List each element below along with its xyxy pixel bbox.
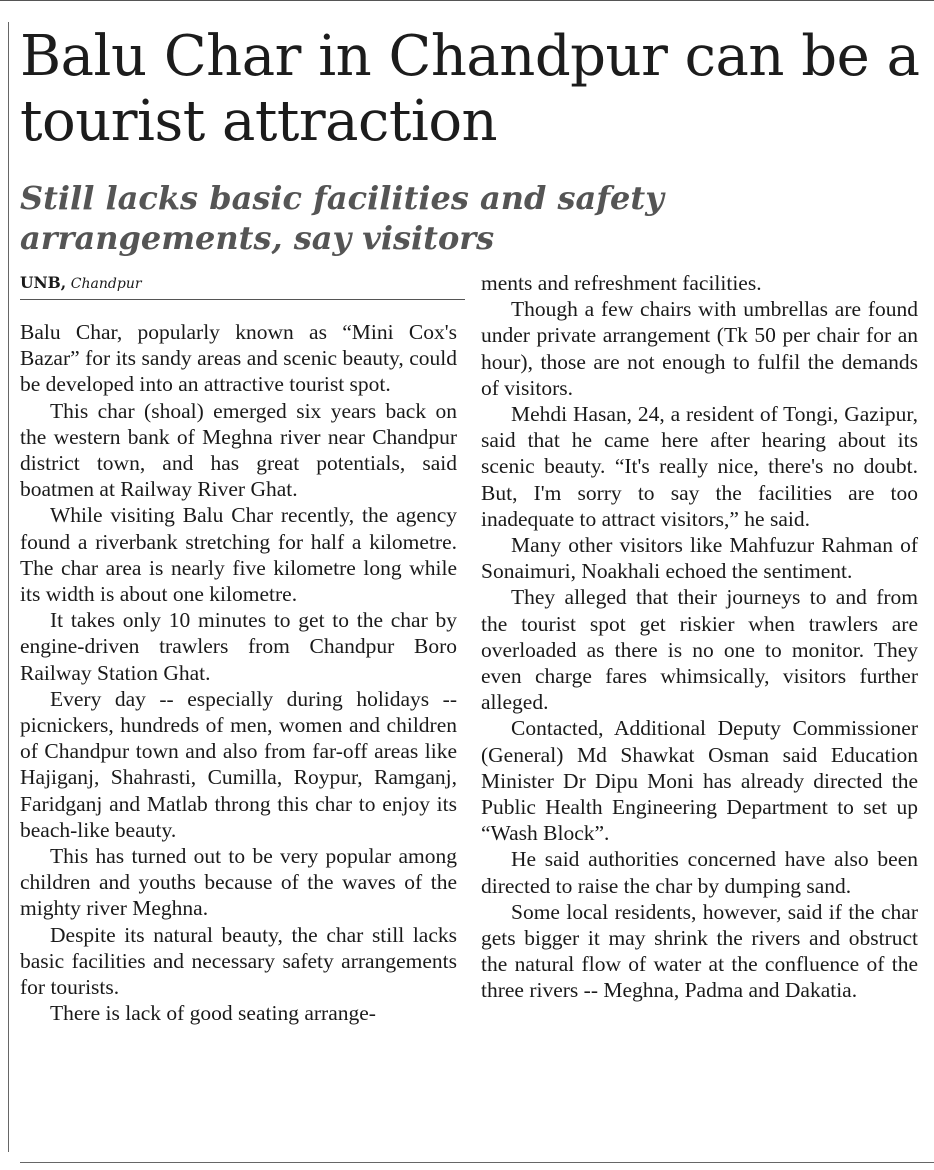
byline-location: Chandpur xyxy=(70,276,142,292)
headline: Balu Char in Chandpur can be a tourist attraction xyxy=(20,24,920,154)
paragraph: Many other visitors like Mahfuzur Rahman of Sonaimuri, Noakhali echoed the sentiment. xyxy=(481,533,918,584)
paragraph: Contacted, Additional Deputy Commissioner (General) Md Shawkat Osman said Education Minister Dr Dipu Moni has already directed the Public Health Engineering Department to set up “Wash Block”. xyxy=(481,716,918,846)
paragraph: Every day -- especially during holidays -- picnickers, hundreds of men, women and children of Chandpur town and also from far-off areas like Hajiganj, Shahrasti, Cumilla, Roypur, Ramganj, Faridganj and Matlab throng this char to enjoy its beach-like beauty. xyxy=(20,686,457,842)
paragraph: Though a few chairs with umbrellas are found under private arrangement (Tk 50 per chair for an hour), those are not enough to fulfil the demands of visitors. xyxy=(481,297,918,400)
article-column-2 xyxy=(481,270,918,1004)
paragraph: Balu Char, popularly known as “Mini Cox's Bazar” for its sandy areas and scenic beauty, could be developed into an attractive tourist spot. xyxy=(20,320,457,397)
paragraph: While visiting Balu Char recently, the agency found a riverbank stretching for half a kilometre. The char area is nearly five kilometre long while its width is about one kilometre. xyxy=(20,503,457,607)
subheadline: Still lacks basic facilities and safety arrangements, say visitors xyxy=(20,179,664,257)
bottom-rule xyxy=(20,1162,934,1163)
byline-agency: UNB, xyxy=(20,273,67,292)
paragraph: This char (shoal) emerged six years back on the western bank of Meghna river near Chandpur district town, and has great potentials, said boatmen at Railway River Ghat. xyxy=(20,398,457,502)
byline xyxy=(20,273,465,300)
paragraph: There is lack of good seating arrange- xyxy=(50,1001,376,1026)
paragraph: It takes only 10 minutes to get to the char by engine-driven trawlers from Chandpur Boro Railway Station Ghat. xyxy=(20,608,457,685)
left-column-rule xyxy=(8,22,9,1152)
paragraph-continuation: ments and refreshment facilities. xyxy=(481,271,762,295)
article-column-1 xyxy=(20,319,457,1026)
paragraph: Some local residents, however, said if the char gets bigger it may shrink the rivers and obstruct the natural flow of water at the confluence of the three rivers -- Meghna, Padma and Dakatia. xyxy=(481,899,918,1003)
paragraph: Mehdi Hasan, 24, a resident of Tongi, Gazipur, said that he came here after hearing about its scenic beauty. “It's really nice, there's no doubt. But, I'm sorry to say the facilities are too inadequate to attract visitors,” he said. xyxy=(481,402,918,531)
paragraph: They alleged that their journeys to and from the tourist spot get riskier when trawlers are overloaded as there is no one to monitor. They even charge fares whimsically, visitors further alleged. xyxy=(481,585,918,715)
paragraph: Despite its natural beauty, the char still lacks basic facilities and necessary safety arrangements for tourists. xyxy=(20,922,457,1000)
paragraph: This has turned out to be very popular among children and youths because of the waves of the mighty river Meghna. xyxy=(20,844,457,921)
paragraph: He said authorities concerned have also been directed to raise the char by dumping sand. xyxy=(481,847,918,898)
top-rule xyxy=(0,0,934,1)
